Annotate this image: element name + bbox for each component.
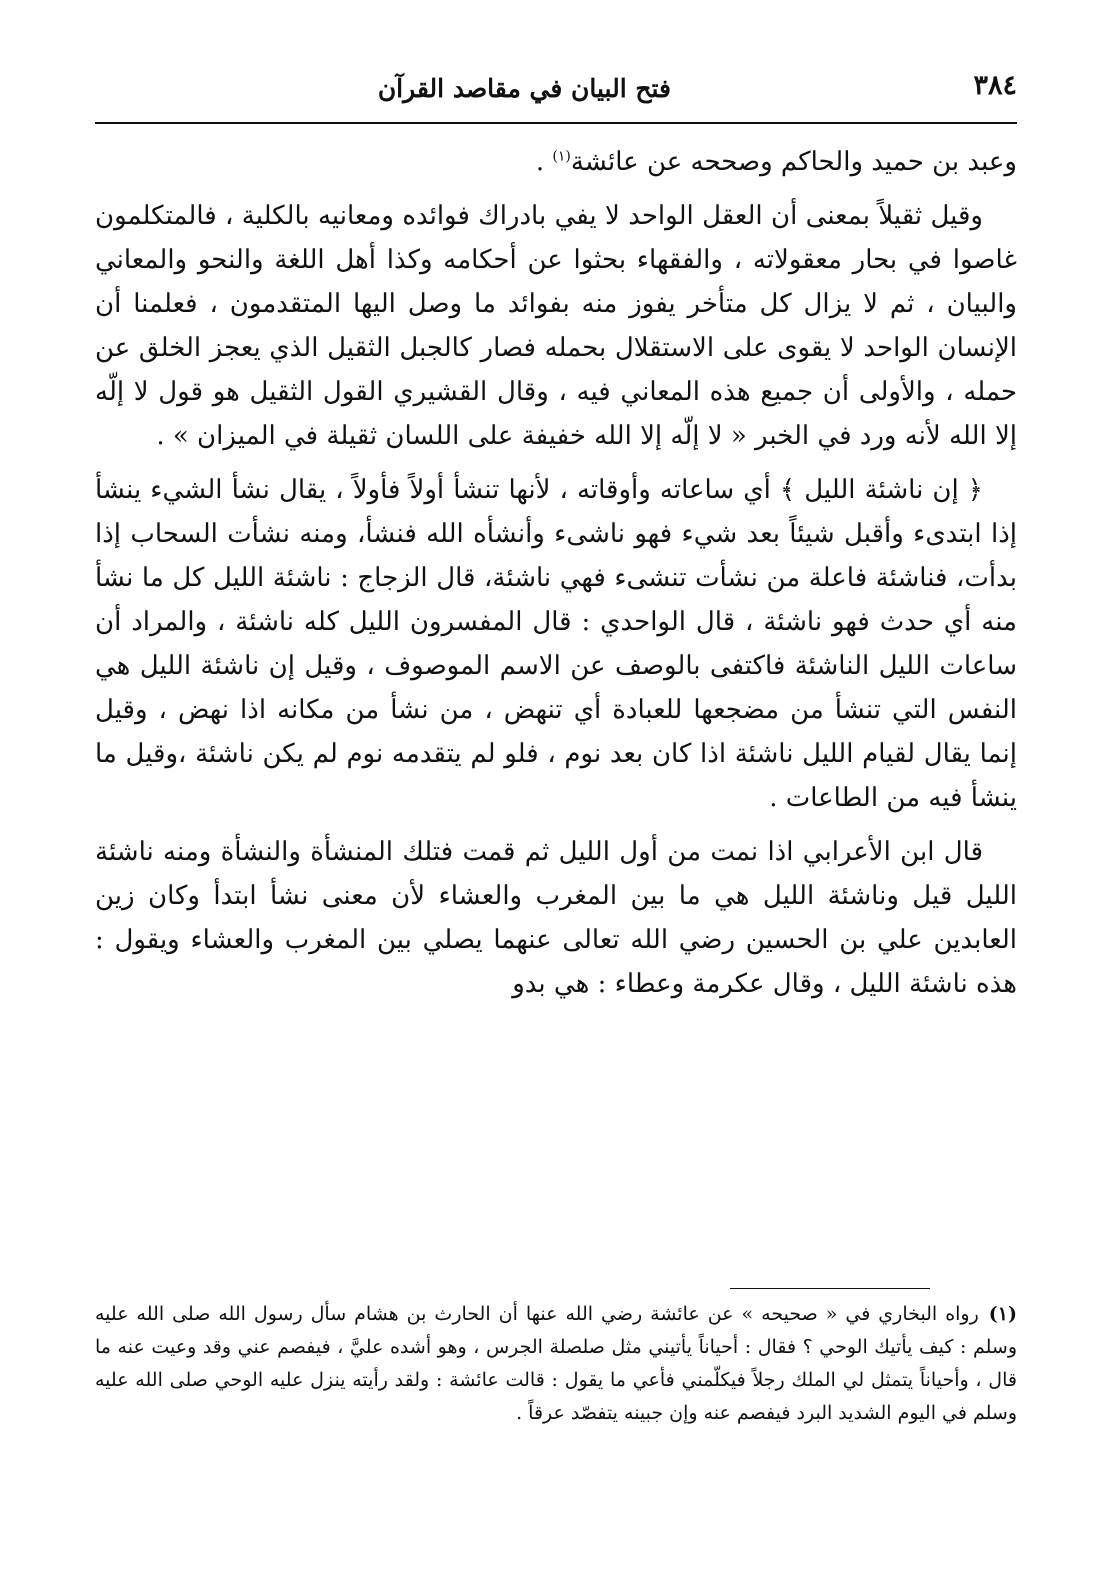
footnote-reference[interactable]: (١) bbox=[552, 148, 571, 165]
running-title: فتح البيان في مقاصد القرآن bbox=[377, 74, 671, 103]
paragraph-2: وقيل ثقيلاً بمعنى أن العقل الواحد لا يفي بادراك فوائده ومعانيه بالكلية ، فالمتكلمون غاصوا في بحار معقولاته ، والفقهاء بحثوا عن أحكامه وكذا أهل اللغة والنحو والمعاني والبيان ، ثم لا يزال كل متأخر يفوز منه بفوائد ما وصل اليها المتقدمون ، فعلمنا أن الإنسان الواحد لا يقوى على الاستقلال بحمله فصار كالجبل الثقيل الذي يعجز الخلق عن حمله ، والأولى أن جميع هذه المعاني فيه ، وقال القشيري القول الثقيل هو قول لا إلّه إلا الله لأنه ورد في الخبر « لا إلّه إلا الله خفيفة على اللسان ثقيلة في الميزان » . bbox=[95, 201, 1017, 451]
footnote-divider bbox=[730, 1288, 930, 1289]
footnote-1 bbox=[95, 1298, 1017, 1430]
footnote-text: رواه البخاري في « صحيحه » عن عائشة رضي الله عنها أن الحارث بن هشام سأل رسول الله صلى الله عليه وسلم : كيف يأتيك الوحي ؟ فقال : أحياناً يأتيني مثل صلصلة الجرس ، وهو أشده عليَّ ، فيفصم عني وقد وعيت عنه ما قال ، وأحياناً يتمثل لي الملك رجلاً فيكلّمني فأعي ما يقول : قالت عائشة : ولقد رأيته ينزل عليه الوحي صلى الله عليه وسلم في اليوم الشديد البرد فيفصم عنه وإن جبينه يتفصّد عرقاً . bbox=[95, 1303, 1017, 1424]
paragraph-3: ﴿ إن ناشئة الليل ﴾ أي ساعاته وأوقاته ، لأنها تنشأ أولاً فأولاً ، يقال نشأ الشيء ينشأ إذا ابتدىء وأقبل شيئاً بعد شيء فهو ناشىء وأنشأه الله فنشأ، ومنه نشأت السحاب إذا بدأت، فناشئة فاعلة من نشأت تنشىء فهي ناشئة، قال الزجاج : ناشئة الليل كل ما نشأ منه أي حدث فهو ناشئة ، قال الواحدي : قال المفسرون الليل كله ناشئة ، والمراد أن ساعات الليل الناشئة فاكتفى بالوصف عن الاسم الموصوف ، وقيل إن ناشئة الليل هي النفس التي تنشأ من مضجعها للعبادة أي تنهض ، من نشأ من مكانه اذا نهض ، وقيل إنما يقال لقيام الليل ناشئة اذا كان بعد نوم ، فلو لم يتقدمه نوم لم يكن ناشئة ،وقيل ما ينشأ فيه من الطاعات . bbox=[95, 475, 1017, 813]
footnotes bbox=[95, 1298, 1017, 1430]
main-text bbox=[95, 140, 1017, 1016]
paragraph-1-text: وعبد بن حميد والحاكم وصححه عن عائشة bbox=[570, 147, 1017, 177]
page-number: ٣٨٤ bbox=[973, 70, 1017, 101]
paragraph-1-end: . bbox=[535, 147, 553, 177]
page-header bbox=[95, 64, 1017, 124]
paragraph-1 bbox=[95, 140, 1017, 184]
paragraph-4: قال ابن الأعرابي اذا نمت من أول الليل ثم قمت فتلك المنشأة والنشأة ومنه ناشئة الليل قيل وناشئة الليل هي ما بين المغرب والعشاء لأن معنى نشأ ابتدأ وكان زين العابدين علي بن الحسين رضي الله تعالى عنهما يصلي بين المغرب والعشاء ويقول : هذه ناشئة الليل ، وقال عكرمة وعطاء : هي بدو bbox=[95, 837, 1017, 999]
footnote-marker: (١) bbox=[988, 1303, 1017, 1325]
